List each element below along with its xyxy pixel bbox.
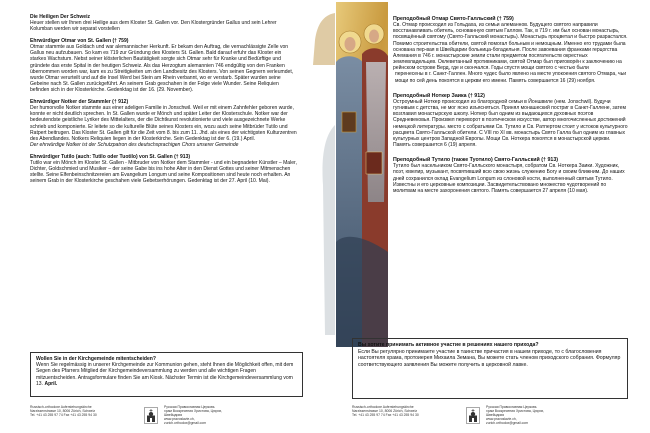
saints-icon-left-edge (305, 5, 335, 347)
participation-question-de: Wollen Sie in der Kirchgemeinde mitentscheiden? (36, 356, 156, 362)
footer-line: Русская Православная Церковь (164, 405, 215, 409)
footer (0, 404, 650, 428)
footer-line: храм Воскресения Христова, Цюрих, Швейцария (486, 409, 545, 418)
intro-section (30, 14, 298, 32)
tutilo-title-ru: Преподобный Тутило (также Туотило) Свято-Галльский († 913) (393, 157, 559, 164)
parish-participation-box-de (30, 352, 303, 397)
tutilo-section-ru (393, 157, 629, 194)
otmar-text-de: Otmar stammte aus Goldach und war alemannischer Herkunft. Er bekam den Auftrag, die vernachlässigte Zelle von Gallus neu aufzubauen. So kam es 719 zur Gründung des Klosters St. Gallen. Bald darauf erfuhr das Kloster ein starkes Wachstum. Nebst seiner klösterlichen Bautätigkeit sorgte sich Otmar sehr für Kranke und Bedürftige und gründete das erste Spital in der heutigen Schweiz. Als das Herzogtum alemannien 746 endgültig von den Franken übernommen worden war, kam es zu Streitigkeiten um den Landbesitz des Klosters. Von seinen Gegnern verleumdet, wurde Otmar verurteilt und auf die Insel Werd bei Stein am Rhein verbannt, wo er verstarb. Später wurden seine Gebeine nach St. Gallen zurückgeführt. An seinem Grab geschahen in der Folge viele Wunder. Seine Reliquien befinden sich in der Klosterkirche. Gedenktag ist der 16. (29. November). (30, 44, 294, 94)
footer-address-de-1 (30, 405, 100, 417)
participation-date-highlight: April. (44, 380, 58, 387)
intro-title: Die Heiligen Der Schweiz (30, 14, 91, 20)
footer-line: Tel. +41 43 255 97 74 Fax +41 43 255 94 30 (352, 413, 419, 418)
parish-participation-box-ru (352, 338, 628, 399)
notker-section-ru (393, 93, 629, 148)
church-logo-icon (144, 407, 158, 424)
notker-title-de: Ehrwürdiger Notker der Stammler († 912) (30, 98, 129, 105)
german-column (30, 14, 298, 347)
notker-title-ru: Преподобный Ноткер Заика († 912) (393, 92, 485, 99)
footer-line: Narzissenstrasse 10, 8006 Zürich, Schweiz (352, 409, 418, 414)
footer-line: Tel. +41 43 255 97 74 Fax +41 43 255 94 30 (30, 413, 97, 418)
participation-question-ru: Вы хотите принимать активное участие в решениях нашего прихода? (358, 342, 539, 348)
footer-line: Russisch-orthodoxe Auferstehungskirche (30, 405, 92, 409)
tutilo-section-de (30, 154, 298, 185)
russian-column (393, 16, 629, 346)
saints-icon (336, 2, 388, 347)
intro-text: Heuer stellen wir Ihnen drei Heilige aus dem Kloster St. Gallen vor. Den Klostergründer Gallus und sein Lehrer Kolumban werden wir separat vorstellen (30, 20, 277, 33)
notker-text-de: Der humorvolle Notker stammte aus einer adeligen Familie in Jonschwil. Weil er mit einem Zahnfehler geboren wurde, konnte er nicht deutlich sprechen. In St. Gallen wurde er Mönch und später Leiter der Klosterschule. Notker war der bedeutendste geistliche Lyriker des Mittelalters, der die Dichtkunst revolutionierte und viele ausgezeichnete Werke schrieb und komponierte. Er leitete so die kulturelle Blüte seines Klosters ein, wozu auch seine Mitbrüder Tutilo und Ratpert beitrugen. Das Kloster St. Gallen gilt für die Zeit vom 8. bis zum 11. Jhd. als eines der wichtigsten Kulturzentren des Abendlandes. Notkers Reliquien liegen in der Klosterkirche. Sein Gedenktag ist der 6. (19.) April. (30, 105, 297, 142)
notker-text-ru: Остроумный Ноткер происходил из благородной семьи в Йоншвиле (нем. Jonschwil). Будучи гугнивым с детства, не мог ясно изъясняться. Принял монашеский постриг в Санкт-Галлене, затем возглавил монастырскую школу. Ноткер был одним из выдающихся духовных поэтов Средневековья. Произвел переворот в поэтическом искусстве, автор многочисленных достижений немецкой литературы. место с собратьями Св. Тутило и Св. Ратпертом стоит у истоков культурного расцвета Свято-Галльской обители. С VIII по XI вв. монастырь Свято Галла был одним из главных культурных центров Западной Европы. Мощи Св. Ноткера покоятся в монастырской церкви. Память совершается 6 (19) апреля. (393, 98, 628, 148)
footer-line: храм Воскресения Христова, Цюрих, Швейцария (164, 409, 223, 418)
otmar-text-ru-cont: перенесены в г. Санкт-Галлен. Много чудес было явлено на месте упокоения святого Отмара, чьи мощи по сей день покоятся в церкви его имени. Память совершается 16 (29) ноября. (395, 71, 627, 84)
footer-line: Russisch-orthodoxe Auferstehungskirche (352, 405, 414, 409)
tutilo-title-de: Ehrwürdiger Tutilo (auch: Tutilo oder Tuotilo) von St. Gallen († 913) (30, 153, 191, 160)
tutilo-text-ru: Тутило был насельником Свято-Галльского монастыря, собратом Св. Ноткера Заики. Художник, поэт, ювелир, музыкант, посвятивший всю свою жизнь служению Богу и своим ближним. До наших дней сохранился оклад Evangelium Longum из слоновой кости, выполненный святым Тутило. Известны и его церковные композиции. Засвидетельствовано множество чудотворений по молитвам на месте захоронения святого. Память совершается 27 апреля (10 мая). (393, 163, 625, 194)
footer-line: www.pravoslavie.ch, zurich.orthodox@gmail.com (164, 417, 207, 426)
notker-note-de: Der ehrwürdige Notker ist der Schutzpatron des deutschsprachigen Chors unserer Gemeinde (30, 141, 239, 148)
otmar-text-ru: Св. Отмар происходил из Гольдаха, из семьи алеманнов. Будущего святого направили восстанавливать обитель, основанную святым Галлом. Так, в 719 г. им был основан монастырь, посвящённый святому (Свято-Галльский монастырь). Монастырь процветал и быстро разрастался. Помимо строительства обители, святой помогал больным и немощным. Именно его трудами была основана пер-вая в Швейцарии больница-богадельня. После завоевания франками герцогства Алемания в 746 г. монастырские земли стали предметом посягательств окрестных землевладельцев. Оклеветанный противниками, святой Отмар был приговорён к заключению на рейнском острове Верд, где и скончался. Годы спустя мощи святого с честью были (393, 22, 628, 72)
church-logo-icon (466, 407, 480, 424)
footer-address-ru-2 (486, 405, 556, 425)
otmar-section-ru (393, 16, 629, 84)
footer-address-ru-1 (164, 405, 234, 425)
footer-line: Русская Православная Церковь (486, 405, 537, 409)
otmar-title-de: Ehrwürdiger Otmar von St. Gallen († 759) (30, 37, 129, 44)
footer-line: www.pravoslavie.ch, zurich.orthodox@gmail.com (486, 417, 529, 426)
participation-text-de-body: Wenn Sie regelmässig in unserer Kirchgemeinde zur Kommunion gehen, steht Ihnen die Möglichkeit offen, mit dem Segen des Pfarrers Mitglied der Kirchgemeindeversammlung zu werden und alle wichtigen Fragen mitzuentscheiden. Antragsformulare finden Sie am Kiosk. Nächster Termin ist die Kirchgemeindeversammlung vom 13. (36, 362, 294, 387)
notker-section-de (30, 99, 298, 148)
footer-address-de-2 (352, 405, 422, 417)
participation-text-de (36, 362, 297, 387)
participation-text-ru: Если Вы регулярно принимаете участие в таинстве причастия в нашем приходе, то с благословения настоятеля храма, протоиерея Михаила Земана, Вы можете стать членом приходского собрания. Формуляр соответствующего заявления Вы можете получить в церковной лавке. (358, 348, 621, 368)
footer-line: Narzissenstrasse 10, 8006 Zürich, Schweiz (30, 409, 96, 414)
tutilo-text-de: Tutilo war ein Mönch im Kloster St. Gallen - Mitbruder von Notker dem Stammler - und ein begnadeter Künstler – Maler, Dichter, Goldschmied und Musiker – der seine Gabe bis ins hohe Alter in den Dienst Gottes und seiner Mitmenschen stellte. Seine Elfenbeinschnitzereien am Evangelium Longum und seine Kompositionen sind heute noch erhalten. An seinem Grab in der Klosterkirche geschahen viele Gebetserhörungen. Gedenktag ist der 27. April (10. Mai). (30, 159, 297, 185)
otmar-title-ru: Преподобный Отмар Свято-Галльский († 759) (393, 16, 514, 22)
otmar-section-de (30, 38, 298, 93)
